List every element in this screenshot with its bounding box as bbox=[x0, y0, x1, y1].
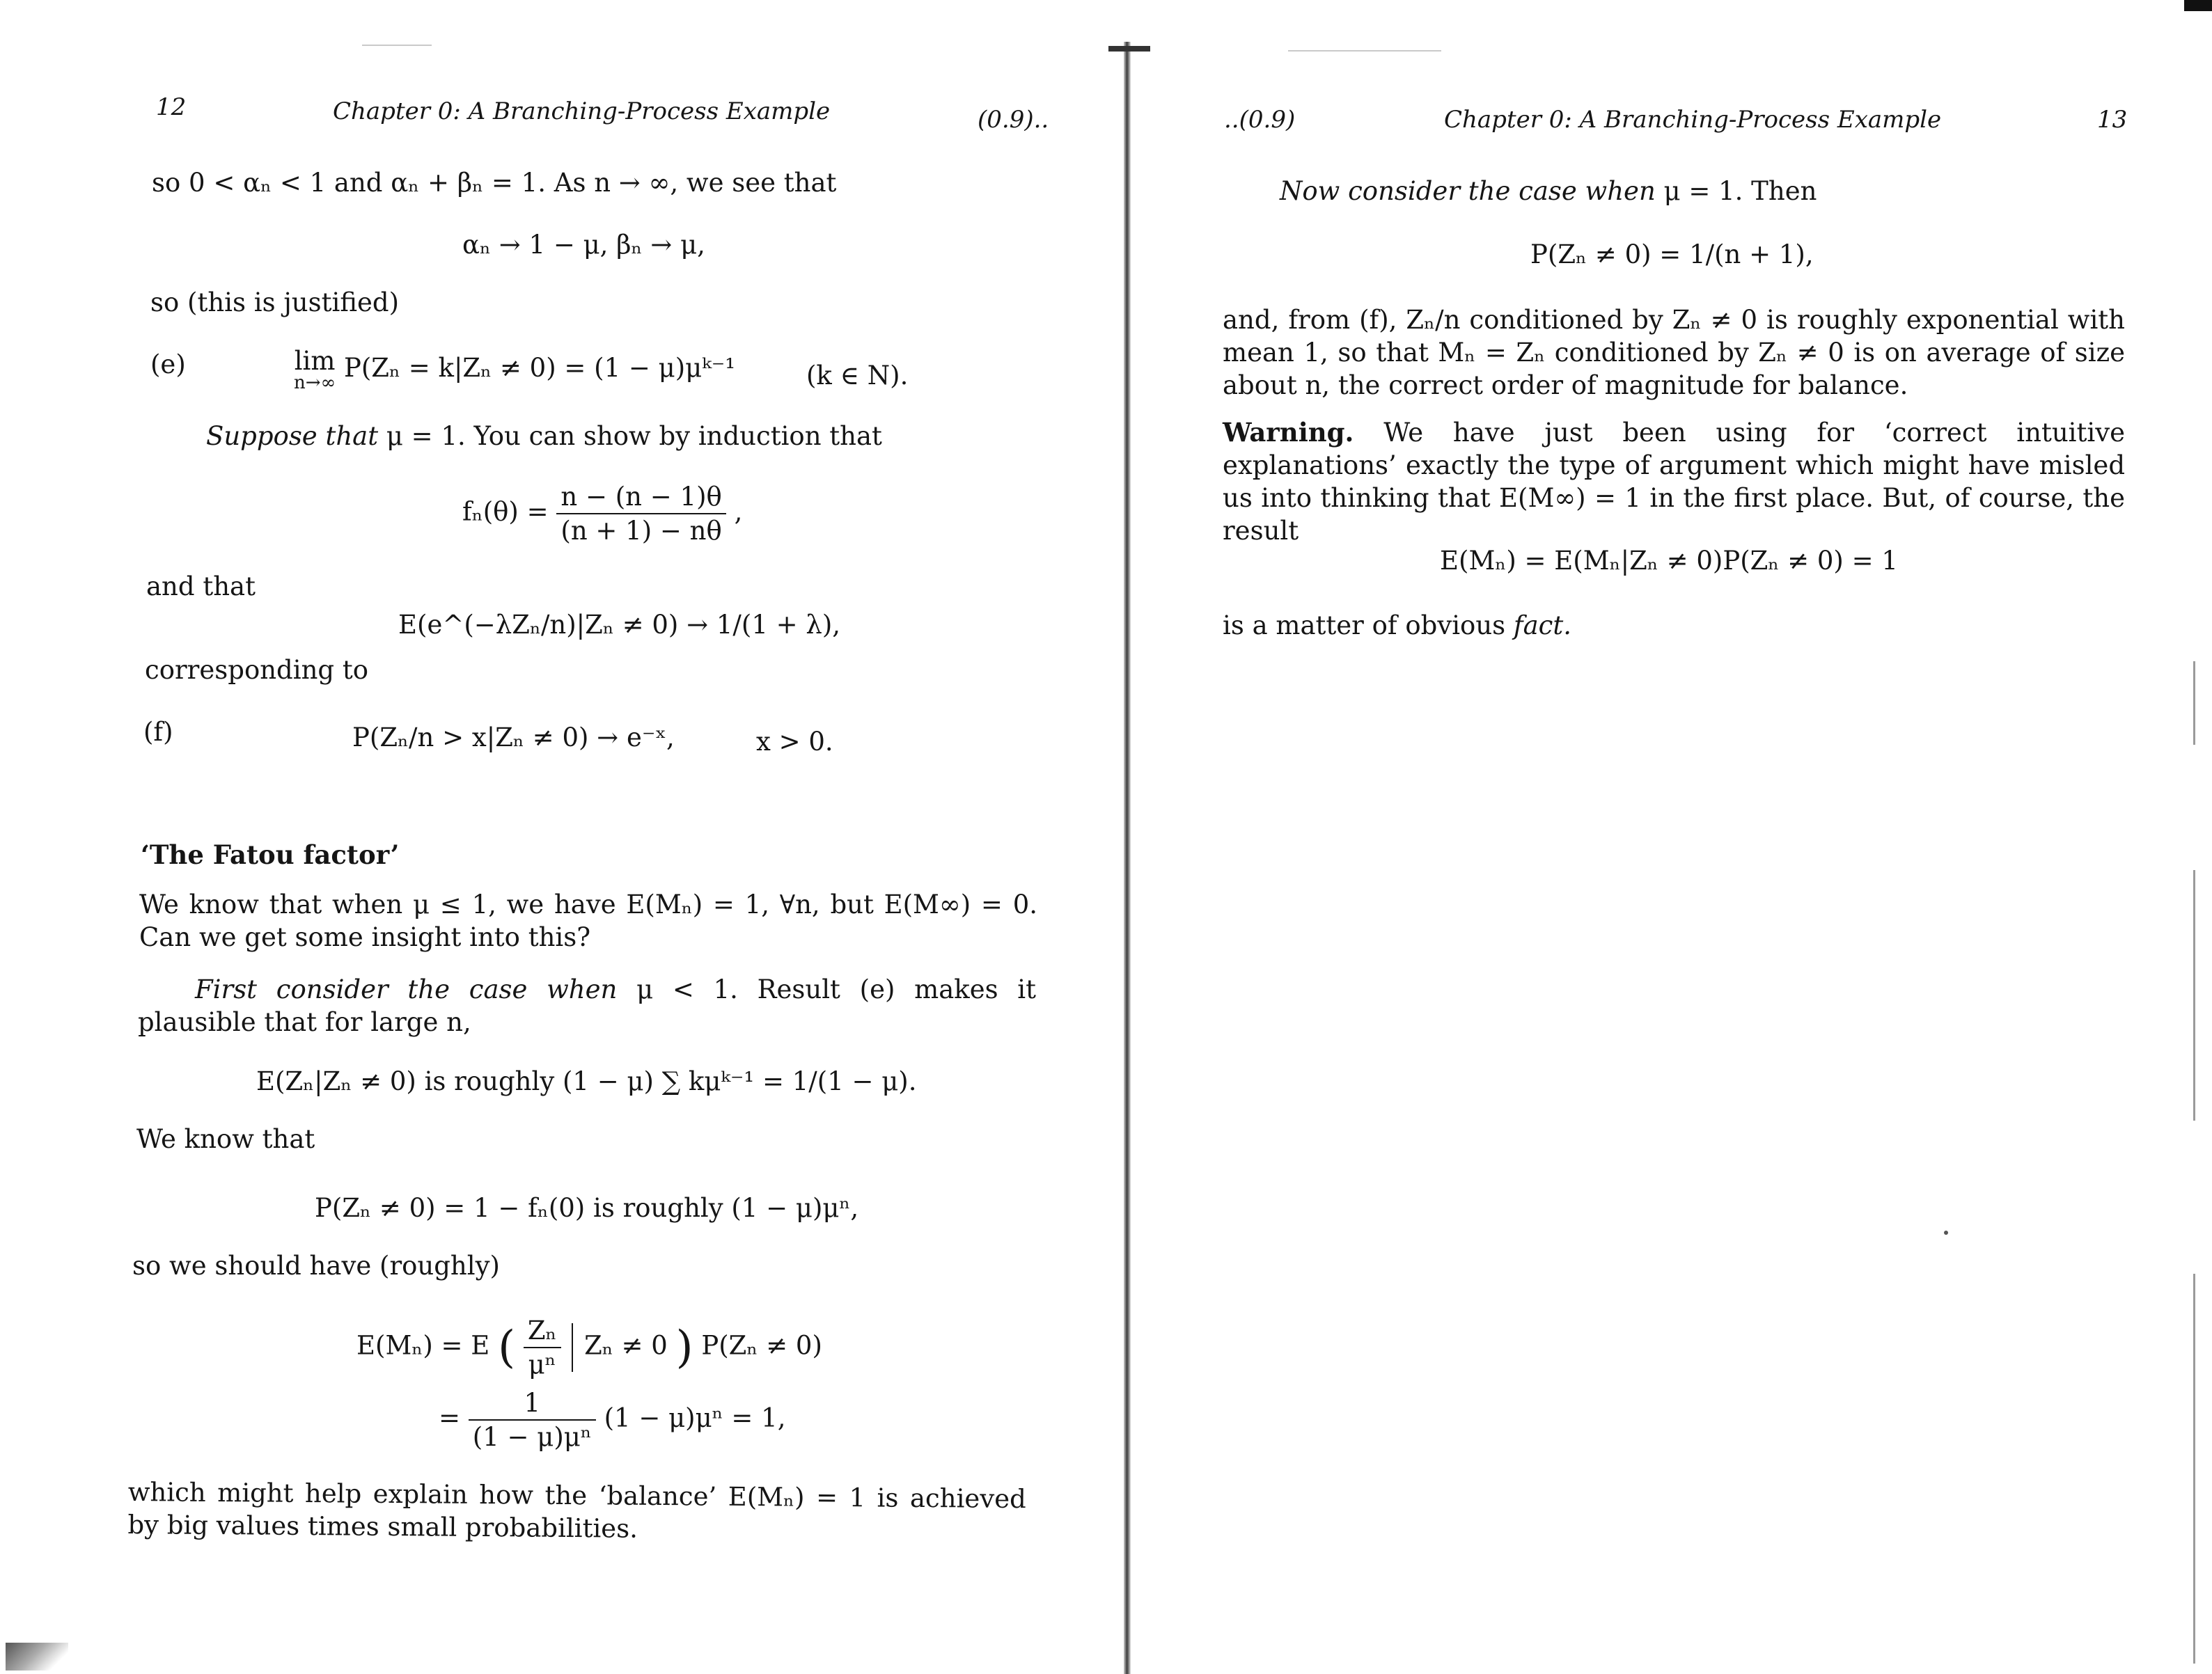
paragraph: which might help explain how the ‘balance’ E(Mₙ) = 1 is achieved by big values times small probabilities. bbox=[127, 1477, 1026, 1544]
italic-lead: Now consider the case when bbox=[1280, 176, 1656, 206]
limit-word: lim bbox=[294, 346, 336, 376]
condition: Zₙ ≠ 0 bbox=[584, 1330, 668, 1361]
paragraph: We know that bbox=[136, 1124, 315, 1154]
paragraph-text: μ = 1. Then bbox=[1663, 176, 1817, 206]
equation-lhs: fₙ(θ) = bbox=[462, 496, 549, 527]
running-title: Chapter 0: A Branching-Process Example bbox=[333, 97, 831, 125]
equation: P(Zₙ ≠ 0) = 1 − fₙ(0) is roughly (1 − μ)μⁿ, bbox=[315, 1193, 859, 1223]
section-heading: ‘The Fatou factor’ bbox=[141, 839, 400, 870]
section-ref: ..(0.9) bbox=[1224, 106, 1296, 134]
paragraph: and, from (f), Zₙ/n conditioned by Zₙ ≠ 0 is roughly exponential with mean 1, so that Mₙ = Zₙ conditioned by Zₙ ≠ 0 is on average of size about n, the correct order of magnitude for balance. bbox=[1223, 305, 2125, 400]
equation-label: (e) bbox=[150, 349, 186, 379]
italic-lead: First consider the case when bbox=[195, 974, 618, 1004]
fraction-denominator: (n + 1) − nθ bbox=[560, 516, 722, 546]
equation: αₙ → 1 − μ, βₙ → μ, bbox=[462, 230, 705, 260]
equation: P(Zₙ ≠ 0) = 1/(n + 1), bbox=[1530, 239, 1814, 269]
paragraph bbox=[1280, 175, 1817, 207]
paragraph: We know that when μ ≤ 1, we have E(Mₙ) = 1, ∀n, but E(M∞) = 0. Can we get some insight into this? bbox=[139, 890, 1037, 952]
paragraph: so 0 < αₙ < 1 and αₙ + βₙ = 1. As n → ∞, we see that bbox=[152, 168, 837, 198]
fraction-numerator: n − (n − 1)θ bbox=[556, 482, 725, 514]
paragraph: corresponding to bbox=[145, 655, 368, 685]
equation-e bbox=[294, 348, 735, 392]
equation-label: (f) bbox=[143, 717, 173, 747]
left-paren: ( bbox=[498, 1322, 516, 1373]
paragraph: so we should have (roughly) bbox=[132, 1251, 500, 1281]
limit-operator bbox=[294, 348, 336, 392]
paragraph bbox=[1223, 610, 1571, 642]
paragraph-text: is a matter of obvious bbox=[1223, 610, 1506, 640]
equation: E(Zₙ|Zₙ ≠ 0) is roughly (1 − μ) ∑ kμᵏ⁻¹ = 1/(1 − μ). bbox=[256, 1066, 917, 1096]
conditioning-bar bbox=[572, 1323, 573, 1372]
paragraph bbox=[138, 973, 1036, 1039]
equation bbox=[462, 482, 742, 546]
paragraph bbox=[206, 420, 882, 452]
paragraph: and that bbox=[146, 571, 256, 601]
right-paren: ) bbox=[675, 1322, 693, 1373]
equals-sign: = bbox=[439, 1403, 461, 1433]
equation-f: P(Zₙ/n > x|Zₙ ≠ 0) → e⁻ˣ, bbox=[352, 722, 675, 752]
fraction-denominator: μⁿ bbox=[528, 1350, 556, 1380]
fraction bbox=[524, 1316, 561, 1380]
equation: E(e^(−λZₙ/n)|Zₙ ≠ 0) → 1/(1 + λ), bbox=[398, 610, 841, 640]
equation-body: P(Zₙ = k|Zₙ ≠ 0) = (1 − μ)μᵏ⁻¹ bbox=[343, 353, 736, 383]
page-number: 13 bbox=[2097, 106, 2128, 134]
paragraph-text: μ < 1. Result (e) makes it plausible that for large n, bbox=[138, 974, 1037, 1037]
equation-condition: x > 0. bbox=[756, 727, 833, 757]
limit-subscript: n→∞ bbox=[294, 372, 336, 393]
equation: E(Mₙ) = E(Mₙ|Zₙ ≠ 0)P(Zₙ ≠ 0) = 1 bbox=[1440, 546, 1898, 576]
paragraph-text: μ = 1. You can show by induction that bbox=[386, 421, 882, 451]
equation bbox=[439, 1388, 785, 1452]
fraction bbox=[556, 482, 725, 546]
right-page bbox=[1149, 0, 2212, 1674]
equation-lhs: E(Mₙ) = E bbox=[356, 1330, 490, 1361]
paragraph-text: We have just been using for ‘correct intuitive explanations’ exactly the type of argument which might have misled us into thinking that E(M∞) = 1 in the first place. But, of course, the result bbox=[1223, 418, 2125, 546]
warning-label: Warning. bbox=[1223, 417, 1354, 448]
italic-word: fact. bbox=[1513, 610, 1572, 640]
paragraph: so (this is justified) bbox=[150, 287, 400, 317]
paragraph bbox=[1223, 416, 2125, 547]
scan-speck bbox=[1944, 1231, 1948, 1235]
section-ref: (0.9).. bbox=[978, 106, 1049, 134]
italic-lead: Suppose that bbox=[206, 421, 379, 451]
fraction bbox=[469, 1388, 596, 1452]
equation-condition: (k ∈ N). bbox=[806, 361, 909, 390]
equation-rhs: P(Zₙ ≠ 0) bbox=[701, 1330, 822, 1361]
fraction-numerator: 1 bbox=[469, 1388, 596, 1421]
equation-end: , bbox=[734, 496, 743, 527]
equation bbox=[356, 1316, 822, 1380]
running-title: Chapter 0: A Branching-Process Example bbox=[1444, 106, 1942, 134]
fraction-denominator: (1 − μ)μⁿ bbox=[472, 1422, 592, 1452]
equation-rest: (1 − μ)μⁿ = 1, bbox=[604, 1403, 786, 1433]
page-number: 12 bbox=[156, 93, 187, 121]
fraction-numerator: Zₙ bbox=[524, 1316, 561, 1348]
